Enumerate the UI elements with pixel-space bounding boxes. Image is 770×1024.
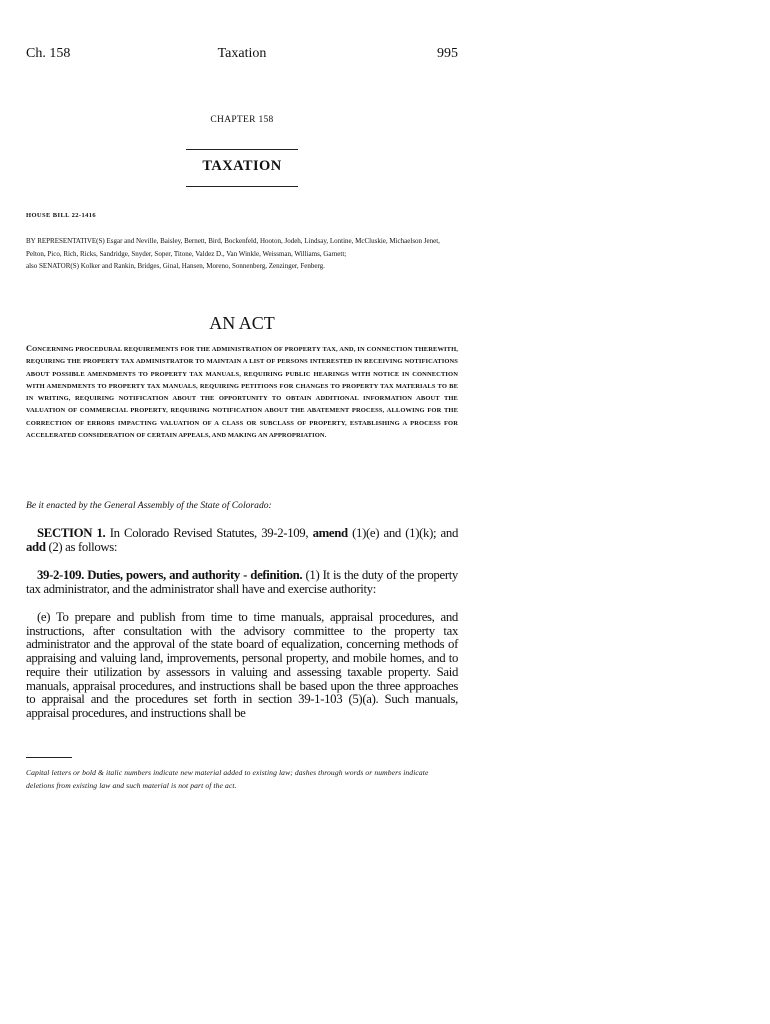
senators-list: also SENATOR(S) Kolker and Rankin, Bridges, Ginal, Hansen, Moreno, Sonnenberg, Zenzinger, Fenberg.	[26, 262, 325, 271]
enacting-clause: Be it enacted by the General Assembly of the State of Colorado:	[26, 500, 272, 511]
chapter-title: TAXATION	[202, 158, 282, 174]
section-1-label: SECTION 1.	[37, 526, 106, 540]
section-1-text-c: (2) as follows:	[48, 539, 118, 554]
chapter-rule-bottom	[186, 186, 298, 187]
chapter-rule-top	[186, 149, 298, 150]
section-1-amend: amend	[312, 526, 348, 540]
running-header-chapter: Ch. 158	[26, 46, 71, 61]
footnote: Capital letters or bold & italic numbers indicate new material added to existing law; dashes through words or numbers indicate deletions from existing law and such material is not part of the act.	[26, 768, 429, 790]
act-heading: AN ACT	[209, 313, 275, 333]
section-1-paragraph	[26, 527, 458, 554]
statute-text: (1) It is the duty of the property tax administrator, and the administrator shall have and exercise authority:	[26, 568, 458, 596]
statute-heading: 39-2-109. Duties, powers, and authority - definition.	[37, 568, 303, 582]
footnote-rule	[26, 757, 72, 758]
section-1-add: add	[26, 539, 46, 554]
statute-paragraph	[26, 569, 458, 596]
representatives-list: BY REPRESENTATIVE(S) Esgar and Neville, Baisley, Bernett, Bird, Bockenfeld, Hooton, Jodeh, Lindsay, Lontine, McCluskie, Michaelson Jenet, Pelton, Pico, Rich, Ricks, Sandridge, Snyder, Soper, Titone, Valdez D., Van Winkle, Weissman, Williams, Garnett;	[26, 237, 440, 258]
running-header-title: Taxation	[217, 46, 267, 61]
paragraph-e-text: (e) To prepare and publish from time to time manuals, appraisal procedures, and instructions, after consultation with the advisory committee to the property tax administrator and the approval of the state board of equalization, concerning methods of appraising and valuing land, improvements, personal property, and mobile homes, and to require their utilization by assessors in valuing and assessing taxable property. Said manuals, appraisal procedures, and instructions shall be based upon the three approaches to appraisal and the procedures set forth in section 39-1-103 (5)(a). Such manuals, appraisal procedures, and instructions shall be	[26, 610, 458, 720]
act-title	[26, 343, 458, 442]
chapter-label: CHAPTER 158	[210, 115, 274, 125]
act-title-initial: C	[26, 344, 33, 353]
bill-number: HOUSE BILL 22-1416	[26, 212, 97, 219]
section-1-text-b: (1)(e) and (1)(k); and	[352, 526, 458, 540]
page-number: 995	[437, 46, 458, 61]
paragraph-e	[26, 611, 458, 721]
section-1-text-a: In Colorado Revised Statutes, 39-2-109,	[109, 526, 309, 540]
act-title-text: ONCERNING PROCEDURAL REQUIREMENTS FOR THE ADMINISTRATION OF PROPERTY TAX, AND, IN CONNECTION THEREWITH, REQUIRING THE PROPERTY TAX ADMINISTRATOR TO MAINTAIN A LIST OF PERSONS INTERESTED IN RECEIVING NOTIFICATIONS ABOUT POSSIBLE AMENDMENTS TO PROPERTY TAX MANUALS, REQUIRING PUBLIC HEARINGS WITH NOTICE IN CONNECTION WITH AMENDMENTS TO PROPERTY TAX MANUALS, REQUIRING PETITIONS FOR CHANGES TO PROPERTY TAX MATERIALS TO BE IN WRITING, REQUIRING NOTIFICATION ABOUT THE OPPORTUNITY TO OBTAIN ADDITIONAL INFORMATION ABOUT THE VALUATION OF COMMERCIAL PROPERTY, REQUIRING NOTIFICATION ABOUT THE ABATEMENT PROCESS, ALLOWING FOR THE CORRECTION OF ERRORS IMPACTING VALUATION OF A CLASS OR SUBCLASS OF PROPERTY, ESTABLISHING A PROCESS FOR ACCELERATED CONSIDERATION OF CERTAIN APPEALS, AND MAKING AN APPROPRIATION.	[26, 346, 458, 440]
sponsors-block	[26, 235, 458, 273]
